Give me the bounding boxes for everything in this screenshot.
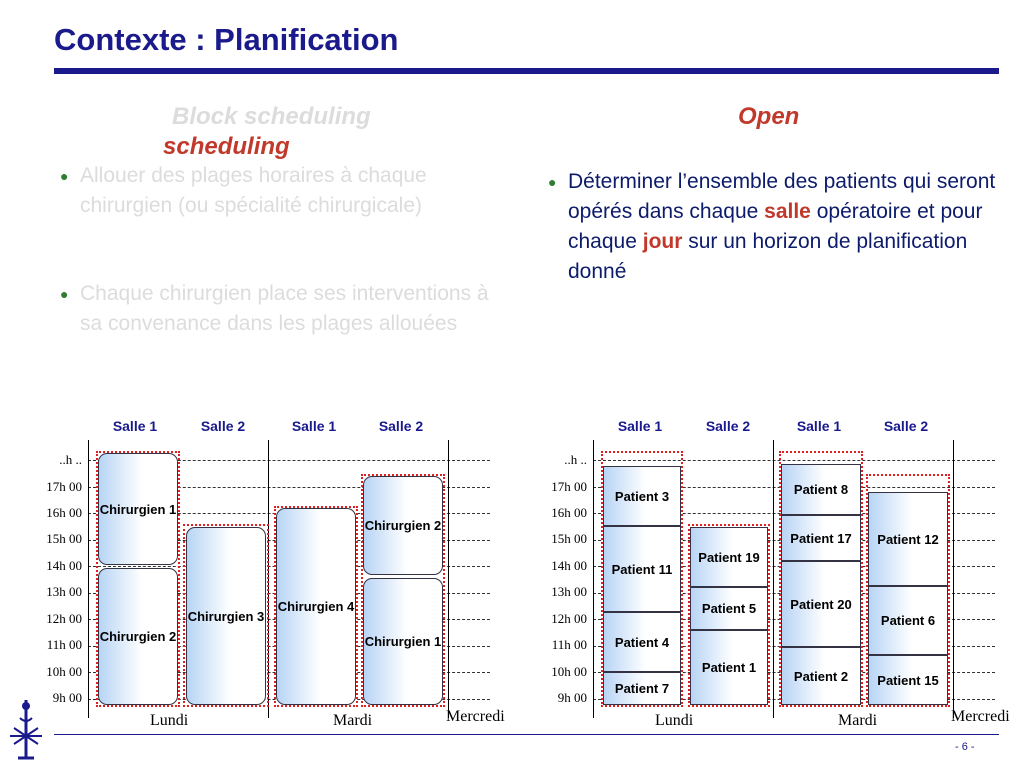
hour-label: 16h 00 [46,505,82,520]
patient-block: Patient 4 [603,612,681,672]
hour-label: 17h 00 [46,479,82,494]
page-number: - 6 - [955,741,975,753]
hour-label: 13h 00 [551,584,587,599]
hour-label: 9h 00 [557,690,587,705]
day-separator [448,440,449,718]
surgeon-block: Chirurgien 3 [186,527,266,705]
heading-open: Open [738,103,800,130]
right-bullet-part2: opératoire et pour chaque [568,200,983,253]
room-label: Salle 2 [883,418,929,434]
hour-label: 12h 00 [46,611,82,626]
hour-label: 14h 00 [46,558,82,573]
hour-label: 11h 00 [46,637,82,652]
title-rule [54,68,999,74]
axis-line [593,440,594,718]
axis-line [88,440,89,718]
patient-block: Patient 8 [781,464,861,515]
day-label: Lundi [655,712,694,729]
right-bullet-part3: sur un horizon de planification donné [568,230,968,283]
patient-block: Patient 5 [690,587,768,630]
hour-label: 14h 00 [551,558,587,573]
patient-block: Patient 3 [603,466,681,526]
right-bullet [548,167,1018,287]
right-bullet-part1: Déterminer l’ensemble des patients qui seront opérés dans chaque [568,170,996,223]
highlight-salle: salle [764,200,811,223]
institution-logo-icon [4,698,48,766]
hour-label: 10h 00 [46,664,82,679]
patient-block: Patient 2 [781,647,861,705]
open-schedule-diagram [505,410,1010,735]
patient-block: Patient 11 [603,526,681,612]
left-bullet-2 [60,279,500,339]
room-label: Salle 1 [291,418,337,434]
day-label: Mardi [838,712,878,729]
bullet-dot-icon: ● [548,174,557,190]
room-label: Salle 1 [796,418,842,434]
patient-block: Patient 7 [603,672,681,705]
room-label: Salle 2 [200,418,246,434]
room-label: Salle 2 [705,418,751,434]
bullet-dot-icon: ● [60,168,69,184]
slide-title: Contexte : Planification [54,22,399,57]
patient-block: Patient 15 [868,655,948,705]
hour-label: 12h 00 [551,611,587,626]
room-label: Salle 1 [112,418,158,434]
highlight-jour: jour [642,230,683,253]
hour-label: 17h 00 [551,479,587,494]
hour-label: 15h 00 [551,531,587,546]
patient-block: Patient 6 [868,586,948,655]
bullet-dot-icon: ● [60,286,69,302]
left-bullet-2-text: Chaque chirurgien place ses interventions à sa convenance dans les plages allouées [80,282,489,335]
day-label: Mercredi [951,708,1010,725]
room-label: Salle 2 [378,418,424,434]
hour-label: 9h 00 [52,690,82,705]
day-separator [953,440,954,718]
surgeon-block: Chirurgien 1 [363,578,443,705]
day-label: Lundi [150,712,189,729]
hour-label: 10h 00 [551,664,587,679]
surgeon-block: Chirurgien 1 [98,453,178,565]
room-label: Salle 1 [617,418,663,434]
day-separator [773,440,774,718]
patient-block: Patient 20 [781,561,861,647]
hour-label: ..h .. [59,452,82,467]
block-schedule-diagram [0,410,505,735]
left-bullet-1 [60,161,460,221]
footer-rule [54,734,999,735]
left-bullet-1-text: Allouer des plages horaires à chaque chirurgien (ou spécialité chirurgicale) [80,164,427,217]
patient-block: Patient 17 [781,515,861,561]
day-label: Mardi [333,712,373,729]
surgeon-block: Chirurgien 4 [276,508,356,705]
day-label: Mercredi [446,708,505,725]
hour-label: 13h 00 [46,584,82,599]
hour-label: 16h 00 [551,505,587,520]
hour-label: ..h .. [564,452,587,467]
patient-block: Patient 12 [868,492,948,586]
surgeon-block: Chirurgien 2 [98,568,178,705]
patient-block: Patient 1 [690,630,768,705]
patient-block: Patient 19 [690,527,768,587]
heading-scheduling: scheduling [163,133,290,160]
hour-label: 15h 00 [46,531,82,546]
surgeon-block: Chirurgien 2 [363,476,443,575]
heading-block-scheduling: Block scheduling [172,103,371,130]
hour-label: 11h 00 [551,637,587,652]
